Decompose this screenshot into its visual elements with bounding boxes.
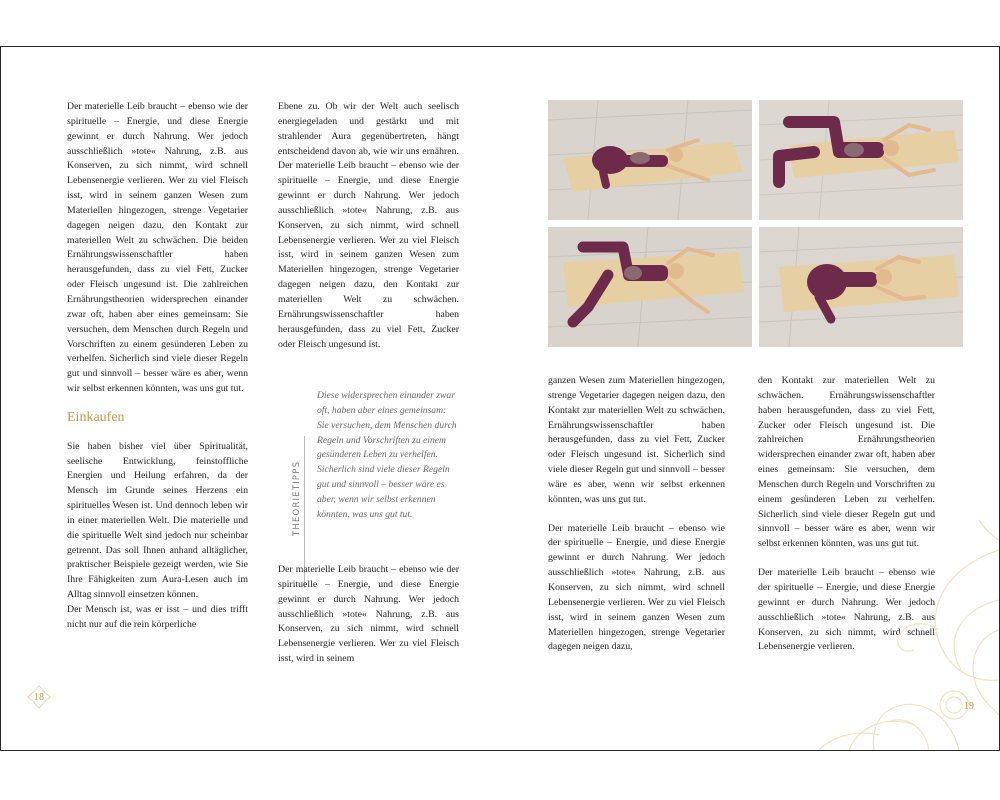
yoga-photo-1: [548, 100, 752, 220]
body-paragraph: Der materielle Leib braucht – ebenso wie der spirituelle – Energie, und diese Energie gewinnt er durch Nahrung. Wer jedoch ausschließlich »tote« Nahrung, z.B. aus Konserven, zu sich nimmt, wird schnell Lebensenergie verlieren. Wer zu viel Fleisch isst, wird in seinem: [278, 564, 459, 665]
page-number-left: 18: [34, 692, 44, 703]
tip-text: [317, 389, 459, 523]
body-paragraph: Sie haben bisher viel über Spiritualität, seelische Entwicklung, feinstoffliche Energien und Heilung erfahren, da der Mensch im Grunde seines Herzens ein spirituelles Wesen ist. Und dennoch leben wir in einer materiellen Welt. Die materielle und die spirituelle Welt sind jedoch nur scheinbar getrennt. Das soll Ihnen anhand alltäglicher, praktischer Beispiele gezeigt werden, wie Sie Ihre Fähigkeiten zum Aura-Lesen auch im Alltag sinnvoll einsetzen können.: [67, 440, 248, 601]
yoga-photo-4: [759, 227, 963, 347]
book-spread: [0, 46, 1000, 751]
page-number-right: 19: [964, 701, 974, 712]
body-paragraph: Der materielle Leib braucht – ebenso wie der spirituelle – Energie, und diese Energie gewinnt er durch Nahrung. Wer jedoch ausschließlich »tote« Nahrung, z.B. aus Konserven, zu sich nimmt, wird schnell Lebensenergie verlieren. Wer zu viel Fleisch isst, wird in seinem ganzen Wesen zum Materiellen hingezogen, strenge Vegetarier dagegen neigen dazu,: [548, 522, 725, 653]
body-paragraph: ganzen Wesen zum Materiellen hingezogen, strenge Vegetarier dagegen neigen dazu, den Kontakt zur materiellen Welt zu schwächen. Ernährungswissenschaftler haben herausgefunden, dass zu viel Fett, Zucker oder Fleisch ungesund ist. Sicherlich sind viele dieser Regeln gut und sinnvoll – besser wäre es aber, wenn wir selbst erkennen könnten, was uns gut tut.: [548, 375, 725, 505]
yoga-photo-2: [759, 100, 963, 220]
yoga-photo-3: [548, 227, 752, 347]
body-paragraph: Der Mensch ist, was er isst – und dies trifft nicht nur auf die rein körperliche: [67, 604, 248, 630]
left-column-1: [67, 100, 248, 633]
tip-paragraph: Diese widersprechen einander zwar oft, haben aber eines gemeinsam: Sie versuchen, dem Menschen durch Regeln und Vorschriften zu einem gesünderen Leben zu verhelfen. Sicherlich sind viele dieser Regeln gut und sinnvoll – besser wäre es aber, wenn wir selbst erkennen könnten, was uns gut tut.: [317, 390, 457, 520]
body-paragraph: Der materielle Leib braucht – ebenso wie der spirituelle – Energie, und diese Energie gewinnt er durch Nahrung. Wer jedoch ausschließlich »tote« Nahrung, z.B. aus Konserven, zu sich nimmt, wird schnell Lebensenergie verlieren. Wer zu viel Fleisch isst, wird in seinem ganzen Wesen zum Materiellen hingezogen, strenge Vegetarier dagegen neigen dazu, den Kontakt zur materiellen Welt zu schwächen. Die beiden Ernährungswissenschaftler haben herausgefunden, dass zu viel Fett, Zucker oder Fleisch ungesund ist. Die zahlreichen Ernährungstheorien widersprechen einander zwar oft, haben aber eines gemeinsam: Sie versuchen, dem Menschen durch Regeln und Vorschriften zu einem gesünderen Leben zu verhelfen. Sicherlich sind viele dieser Regeln gut und sinnvoll – besser wäre es aber, wenn wir selbst erkennen könnten, was uns gut tut.: [67, 101, 248, 395]
tip-label: THEORIETIPPS: [292, 460, 302, 536]
body-paragraph: Der materielle Leib braucht – ebenso wie der spirituelle – Energie, und diese Energie gewinnt er durch Nahrung. Wer jedoch ausschließlich »tote« Nahrung, z.B. aus Konserven, zu sich nimmt, wird schnell Lebensenergie verlieren.: [758, 567, 935, 653]
floral-ornament-icon: [699, 510, 999, 750]
section-heading: Einkaufen: [67, 409, 125, 425]
left-column-2: [278, 100, 459, 352]
body-paragraph: Ebene zu. Ob wir der Welt auch seelisch energiegeladen und gestärkt und mit strahlender Aura gegenübertreten, hängt entscheidend davon ab, wie wir uns ernähren. Der materielle Leib braucht – ebenso wie der spirituelle – Energie, und diese Energie gewinnt er durch Nahrung. Wer jedoch ausschließlich »tote« Nahrung, z.B. aus Konserven, zu sich nimmt, wird schnell Lebensenergie verlieren. Wer zu viel Fleisch isst, wird in seinem ganzen Wesen zum Materiellen hingezogen, strenge Vegetarier dagegen neigen dazu, den Kontakt zur materiellen Welt zu schwächen. Ernährungswissenschaftler haben herausgefunden, dass zu viel Fett, Zucker oder Fleisch ungesund ist.: [278, 101, 459, 350]
left-column-2-lower: [278, 563, 459, 667]
body-paragraph: den Kontakt zur materiellen Welt zu schwächen. Ernährungswissenschaftler haben herausgefunden, dass zu viel Fett, Zucker oder Fleisch ungesund ist. Die zahlreichen Ernährungstheorien widersprechen einander zwar oft, haben aber eines gemeinsam: Sie versuchen, dem Menschen durch Regeln und Vorschriften zu einem gesünderen Leben zu verhelfen. Sicherlich sind viele dieser Regeln gut und sinnvoll – besser wäre es aber, wenn wir selbst erkennen könnten, was uns gut tut.: [758, 375, 935, 550]
